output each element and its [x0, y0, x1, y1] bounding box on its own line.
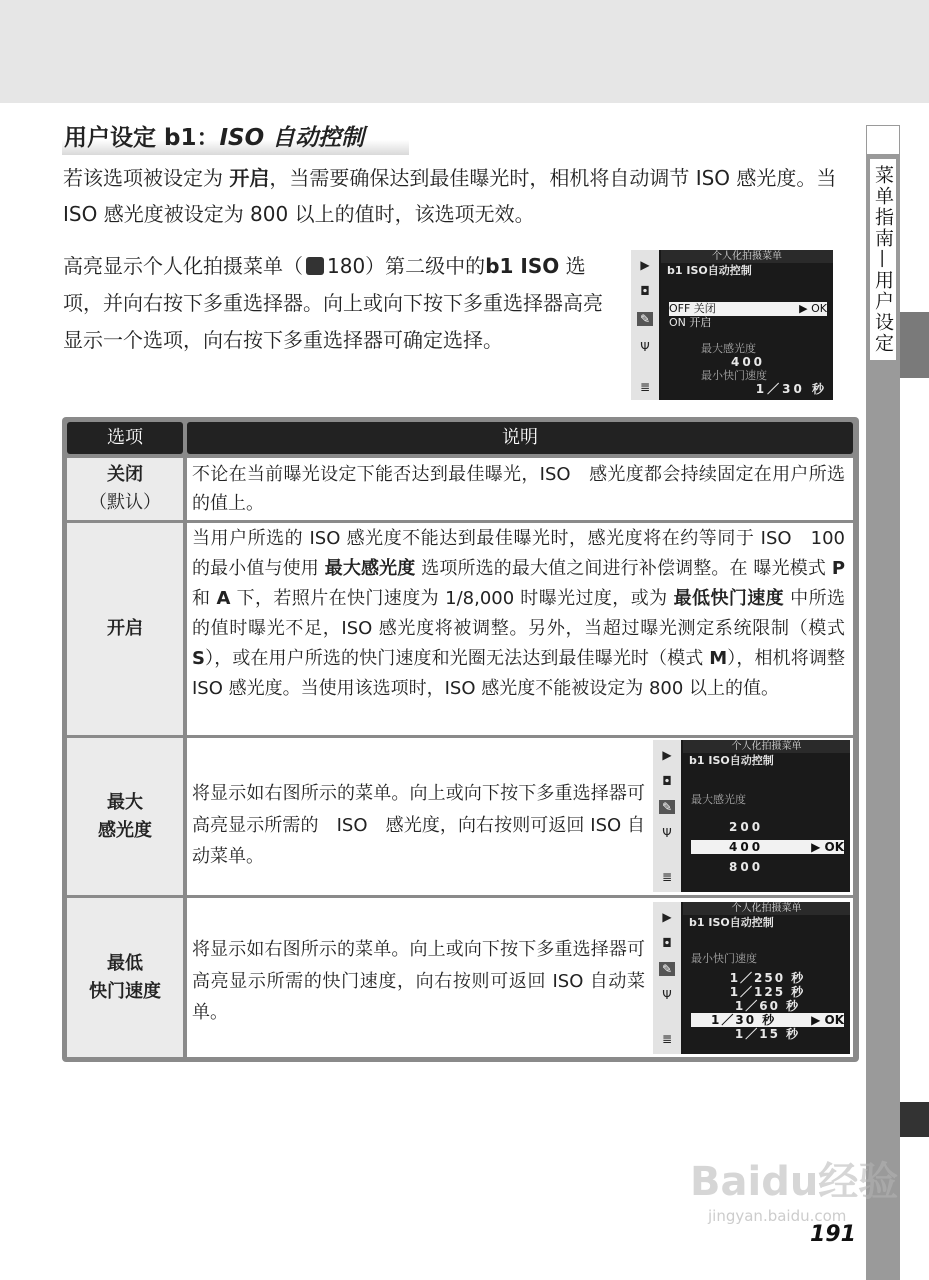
page-title: 用户设定 b1：ISO 自动控制 — [62, 121, 409, 155]
shutter-option-30: 1／30 秒 ▶ OK — [691, 1013, 844, 1027]
camera-menu-min-shutter — [653, 902, 850, 1054]
col-header-description: 说明 — [187, 422, 853, 454]
menu-option-off: OFF 关闭 ▶ OK — [669, 302, 827, 315]
shutter-option-250: 1／250 秒 — [729, 971, 806, 985]
side-tab-label: 菜单指南—用户设定 — [870, 159, 896, 360]
wrench-icon: Ψ — [640, 340, 650, 354]
menu-title: 最小快门速度 — [691, 952, 757, 965]
shutter-option-125: 1／125 秒 — [729, 985, 806, 999]
play-icon: ▶ — [640, 258, 650, 272]
watermark-url: jingyan.baidu.com — [708, 1207, 847, 1225]
col-header-option: 选项 — [67, 422, 183, 454]
menu-option-on: ON 开启 — [669, 316, 712, 329]
shutter-option-60: 1／60 秒 — [734, 999, 801, 1013]
play-icon: ▶ — [662, 910, 672, 924]
pencil-icon: ✎ — [659, 962, 675, 976]
min-shutter-value: 1／30 秒 — [755, 382, 827, 396]
page-number: 191 — [810, 1222, 856, 1247]
side-tab-marker-bottom — [900, 1102, 929, 1137]
row-off-desc: 不论在当前曝光设定下能否达到最佳曝光，ISO 感光度都会持续固定在用户所选的值上。 — [187, 458, 853, 520]
min-shutter-label: 最小快门速度 — [701, 369, 767, 382]
row-on-desc: 当用户所选的 ISO 感光度不能达到最佳曝光时，感光度将在约等同于 ISO 100 的最小值与使用 最大感光度 选项所选的最大值之间进行补偿调整。在 曝光模式 P 和 A 下，若照片在快门速度为 1/8,000 时曝光过度，或为 最低快门速度 中所选的值时曝光不足，ISO 感光度将被调整。另外，当超过曝光测定系统限制（模式 S），或在用户所选的快门速度和光圈无法达到最佳曝光时（模式 M），相机将调整 ISO 感光度。当使用该选项时，ISO 感光度不能被设定为 800 以上的值。 — [187, 523, 853, 735]
camera-icon: ◘ — [662, 774, 672, 788]
iso-option-200: 200 — [729, 820, 764, 834]
camera-menu-max-iso — [653, 740, 850, 892]
instruction-paragraph: 高亮显示个人化拍摄菜单（ 180）第二级中的b1 ISO 选项，并向右按下多重选择器。向上或向下按下多重选择器高亮显示一个选项，向右按下多重选择器可确定选择。 — [63, 254, 603, 352]
row-off-label: 关闭 （默认） — [67, 458, 183, 520]
list-icon: ≣ — [661, 1032, 673, 1046]
max-iso-label: 最大感光度 — [701, 342, 756, 355]
menu-sidebar — [631, 250, 659, 400]
pencil-icon: ✎ — [659, 800, 675, 814]
side-tab — [866, 125, 900, 1280]
menu-subtitle: b1 ISO自动控制 — [667, 264, 752, 277]
menu-subtitle: b1 ISO自动控制 — [689, 916, 774, 929]
list-icon: ≣ — [639, 380, 651, 394]
row-min-shutter-desc: 将显示如右图所示的菜单。向上或向下按下多重选择器可高亮显示所需的快门速度，向右按则可返回 ISO 自动菜单。 — [192, 939, 645, 1023]
max-iso-value: 400 — [730, 355, 766, 369]
camera-icon: ◘ — [662, 936, 672, 950]
pencil-icon — [866, 125, 900, 155]
top-band — [0, 0, 929, 103]
wrench-icon: Ψ — [662, 826, 672, 840]
iso-option-400: 400 ▶ OK — [691, 840, 844, 854]
menu-header: 个人化拍摄菜单 — [683, 902, 850, 915]
side-tab-marker — [900, 312, 929, 378]
menu-header: 个人化拍摄菜单 — [683, 740, 850, 753]
watermark-logo: Baidu经验 — [690, 1159, 899, 1205]
camera-icon: ◘ — [640, 284, 650, 298]
menu-header: 个人化拍摄菜单 — [661, 250, 833, 263]
play-icon: ▶ — [662, 748, 672, 762]
list-icon: ≣ — [661, 870, 673, 884]
menu-subtitle: b1 ISO自动控制 — [689, 754, 774, 767]
pencil-icon: ✎ — [637, 312, 653, 326]
camera-menu-iso-auto — [631, 250, 833, 400]
iso-option-800: 800 — [729, 860, 764, 874]
menu-title: 最大感光度 — [691, 793, 746, 806]
wrench-icon: Ψ — [662, 988, 672, 1002]
row-max-iso-label: 最大 感光度 — [67, 738, 183, 895]
row-min-shutter-label: 最低 快门速度 — [67, 898, 183, 1057]
intro-paragraph: 若该选项被设定为 开启，当需要确保达到最佳曝光时，相机将自动调节 ISO 感光度。当 ISO 感光度被设定为 800 以上的值时，该选项无效。 — [63, 166, 837, 226]
row-max-iso-desc: 将显示如右图所示的菜单。向上或向下按下多重选择器可高亮显示所需的 ISO 感光度，向右按则可返回 ISO 自动菜单。 — [192, 783, 645, 867]
shutter-option-15: 1／15 秒 — [734, 1027, 801, 1041]
menu-eye-icon — [306, 257, 324, 275]
row-on-label: 开启 — [67, 523, 183, 735]
